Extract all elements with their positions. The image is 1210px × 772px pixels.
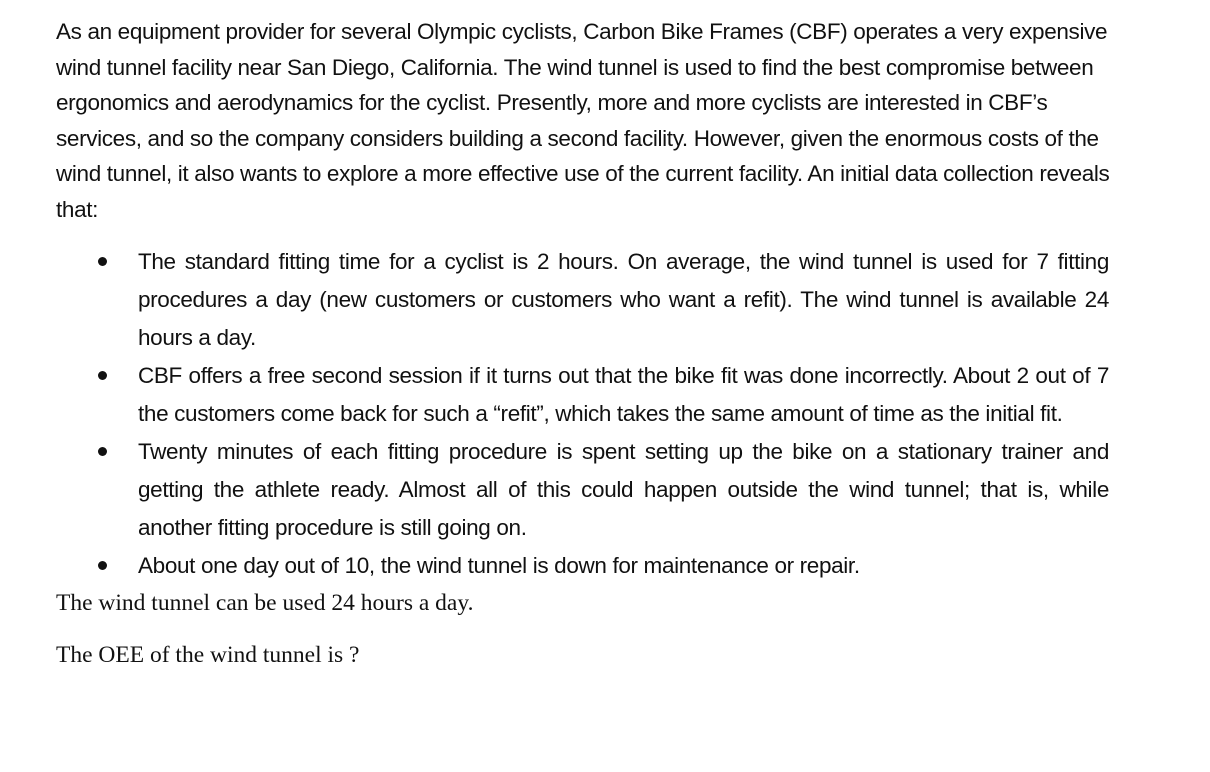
bullet-icon: [98, 371, 107, 380]
bullet-icon: [98, 561, 107, 570]
list-item-text: Twenty minutes of each fitting procedure is spent setting up the bike on a stationary trainer and getting the athlete ready. Almost all of this could happen outside the wind tunnel; that is, while another fitting procedure is still going on.: [138, 439, 1109, 540]
bullet-icon: [98, 257, 107, 266]
availability-note: The wind tunnel can be used 24 hours a day.: [56, 590, 474, 616]
list-item: [56, 433, 1109, 547]
list-item: [56, 357, 1109, 433]
list-item: [56, 243, 1109, 357]
list-item-text: CBF offers a free second session if it turns out that the bike fit was done incorrectly. About 2 out of 7 the customers come back for such a “refit”, which takes the same amount of time as the initial fit.: [138, 363, 1109, 426]
facts-list: [56, 243, 1116, 585]
intro-paragraph: As an equipment provider for several Olympic cyclists, Carbon Bike Frames (CBF) operates a very expensive wind tunnel facility near San Diego, California. The wind tunnel is used to find the best compromise between ergonomics and aerodynamics for the cyclist. Presently, more and more cyclists are interested in CBF’s services, and so the company considers building a second facility. However, given the enormous costs of the wind tunnel, it also wants to explore a more effective use of the current facility. An initial data collection reveals that:: [56, 19, 1110, 222]
problem-document: [56, 14, 1116, 671]
list-item: [56, 547, 1109, 585]
bullet-icon: [98, 447, 107, 456]
list-item-text: About one day out of 10, the wind tunnel is down for maintenance or repair.: [138, 553, 860, 578]
list-item-text: The standard fitting time for a cyclist is 2 hours. On average, the wind tunnel is used for 7 fitting procedures a day (new customers or customers who want a refit). The wind tunnel is available 24 hours a day.: [138, 249, 1109, 350]
question-text: The OEE of the wind tunnel is ?: [56, 642, 360, 668]
